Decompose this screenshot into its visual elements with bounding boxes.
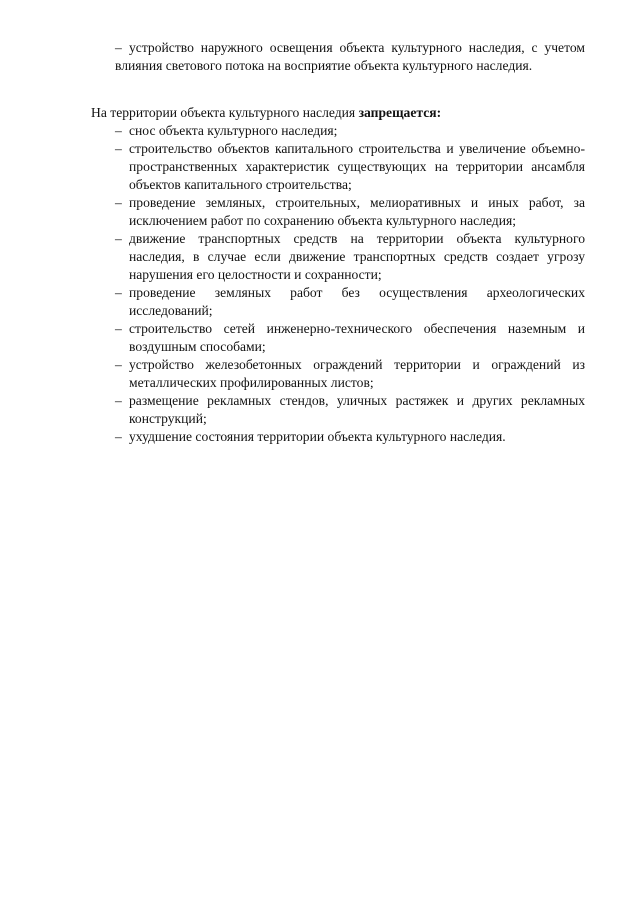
list-item-text: строительство сетей инженерно-технического обеспечения наземным и воздушным способами;	[129, 321, 585, 354]
list-item	[115, 140, 585, 194]
list-item-text: ухудшение состояния территории объекта культурного наследия.	[129, 429, 506, 444]
list-item	[115, 194, 585, 230]
list-item-text: проведение земляных, строительных, мелиоративных и иных работ, за исключением работ по сохранению объекта культурного наследия;	[129, 195, 585, 228]
list-item-text: устройство железобетонных ограждений территории и ограждений из металлических профилированных листов;	[129, 357, 585, 390]
list-dash: –	[115, 357, 122, 372]
list-item	[115, 392, 585, 428]
list-dash: –	[115, 285, 122, 300]
list-item	[115, 122, 585, 140]
list-dash: –	[115, 141, 122, 156]
heading-text: На территории объекта культурного наследия	[91, 105, 359, 120]
list-dash: –	[115, 123, 122, 138]
list-item	[115, 356, 585, 392]
list-item-text: проведение земляных работ без осуществления археологических исследований;	[129, 285, 585, 318]
heading-emphasis: запрещается:	[358, 105, 442, 120]
list-item-text: размещение рекламных стендов, уличных растяжек и других рекламных конструкций;	[129, 393, 585, 426]
prohibition-heading	[91, 104, 441, 122]
list-item-text: снос объекта культурного наследия;	[129, 123, 338, 138]
list-dash: –	[115, 393, 122, 408]
list-item	[115, 320, 585, 356]
list-item	[115, 230, 585, 284]
list-item-text: устройство наружного освещения объекта культурного наследия, с учетом влияния светового потока на восприятие объекта культурного наследия.	[115, 40, 585, 73]
list-item-lighting	[115, 39, 585, 75]
list-dash: –	[115, 321, 122, 336]
list-item	[115, 284, 585, 320]
list-dash: –	[115, 195, 122, 210]
list-dash: –	[115, 231, 122, 246]
list-item-text: строительство объектов капитального строительства и увеличение объемно-пространственных характеристик существующих на территории ансамбля объектов капитального строительства;	[129, 141, 585, 192]
list-dash: –	[115, 429, 122, 444]
list-item	[115, 428, 585, 446]
list-dash: –	[115, 40, 122, 55]
list-item-text: движение транспортных средств на территории объекта культурного наследия, в случае если движение транспортных средств создает угрозу нарушения его целостности и сохранности;	[129, 231, 585, 282]
